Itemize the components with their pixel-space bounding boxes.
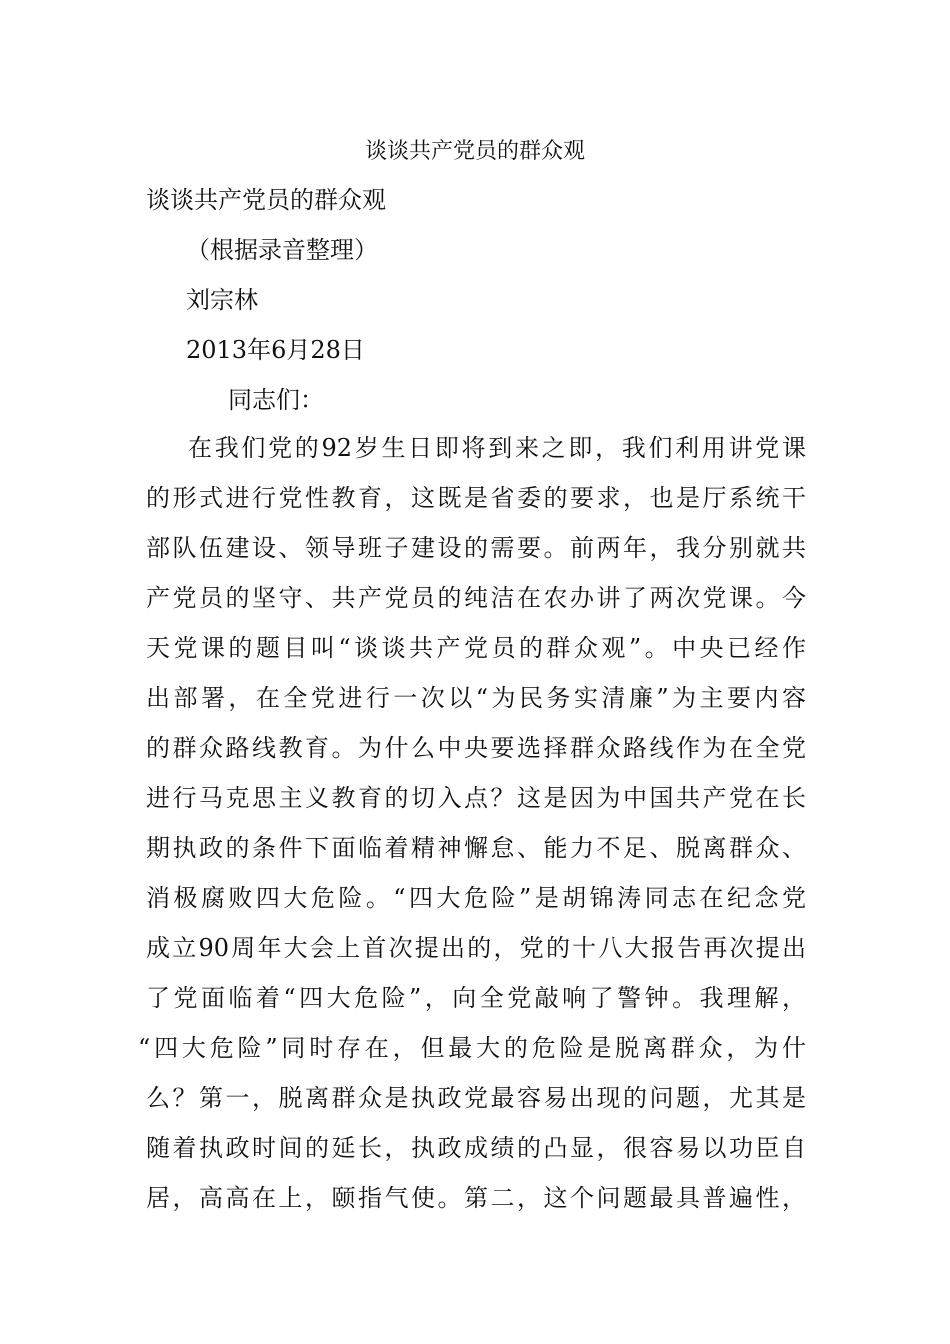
body-line: 随着执政时间的延长，执政成绩的凸显，很容易以功臣自 — [146, 1134, 806, 1162]
body-line: 消极腐败四大危险。“四大危险”是胡锦涛同志在纪念党 — [146, 884, 806, 912]
document-subtitle: 谈谈共产党员的群众观 — [146, 186, 386, 214]
document-title: 谈谈共产党员的群众观 — [364, 139, 585, 164]
body-line: 出部署，在全党进行一次以“为民务实清廉”为主要内容 — [146, 684, 806, 712]
body-text — [138, 430, 806, 1230]
body-line: 了党面临着“四大危险”，向全党敲响了警钟。我理解， — [146, 984, 806, 1012]
body-line: 产党员的坚守、共产党员的纯洁在农办讲了两次党课。今 — [146, 584, 806, 612]
author-name: 刘宗林 — [186, 286, 258, 314]
body-line: 么？第一，脱离群众是执政党最容易出现的问题，尤其是 — [146, 1084, 806, 1112]
body-line: “四大危险”同时存在，但最大的危险是脱离群众，为什 — [138, 1034, 806, 1062]
body-line: 的形式进行党性教育，这既是省委的要求，也是厅系统干 — [146, 484, 806, 512]
body-line: 的群众路线教育。为什么中央要选择群众路线作为在全党 — [146, 734, 806, 762]
body-line: 期执政的条件下面临着精神懈怠、能力不足、脱离群众、 — [146, 834, 806, 862]
body-line: 成立90周年大会上首次提出的，党的十八大报告再次提出 — [146, 934, 806, 962]
greeting: 同志们： — [228, 386, 324, 414]
transcription-note: （根据录音整理） — [186, 236, 378, 264]
document-date: 2013年6月28日 — [186, 336, 365, 364]
body-line: 进行马克思主义教育的切入点？这是因为中国共产党在长 — [146, 784, 806, 812]
body-line: 部队伍建设、领导班子建设的需要。前两年，我分别就共 — [146, 534, 806, 562]
body-line: 在我们党的92岁生日即将到来之即，我们利用讲党课 — [188, 434, 806, 462]
body-line: 居，高高在上，颐指气使。第二，这个问题最具普遍性， — [146, 1184, 806, 1212]
body-line: 天党课的题目叫“谈谈共产党员的群众观”。中央已经作 — [146, 634, 806, 662]
